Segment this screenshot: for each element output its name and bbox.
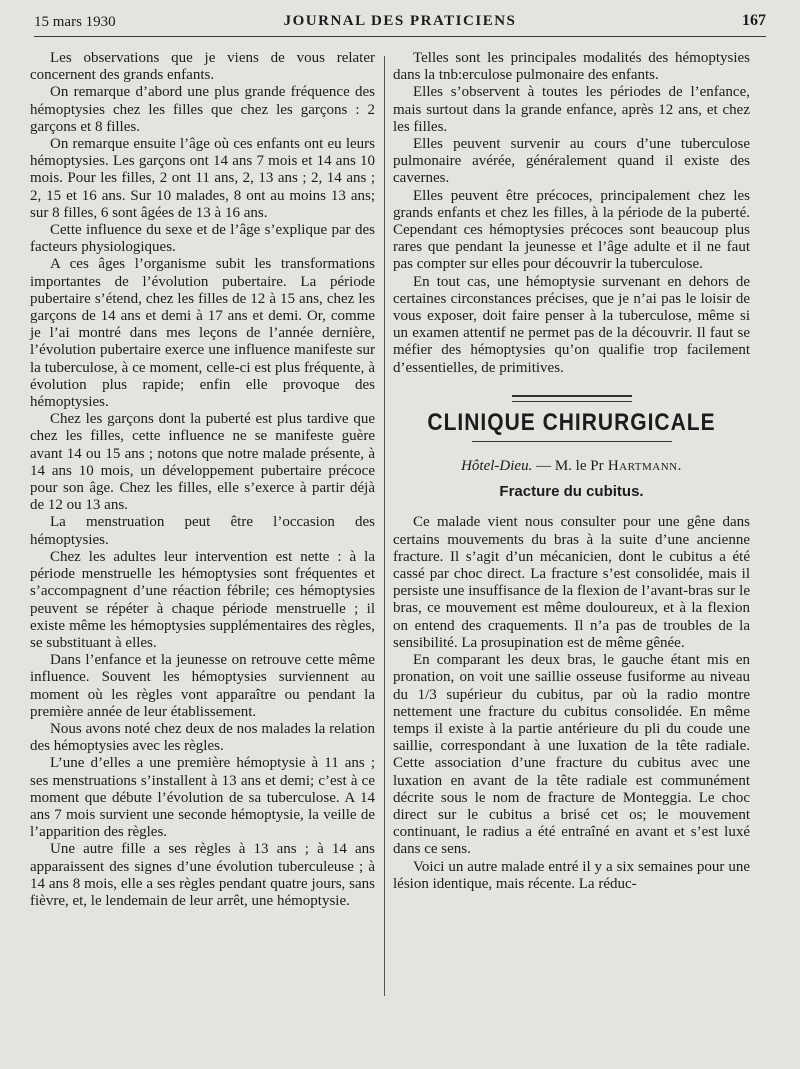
paragraph: On remarque d’abord une plus grande fréquence des hémoptysies chez les filles que chez les garçons : 2 garçons et 8 filles. [30, 84, 375, 135]
paragraph: On remarque ensuite l’âge où ces enfants ont eu leurs hémoptysies. Les garçons ont 14 ans 7 mois et 14 ans 10 mois. Pour les filles, 2 ont 11 ans, 2, 13 ans ; 2, 14 ans ; 2, 15 et 16 ans. Sur 10 malades, 8 ont au moins 13 ans; sur 8 filles, 6 sont âgées de 13 à 16 ans. [30, 136, 375, 221]
paragraph: Les observations que je viens de vous relater concernent des grands enfants. [30, 50, 375, 84]
title-underline [472, 441, 672, 442]
paragraph: Nous avons noté chez deux de nos malades la relation des hémoptysies avec les règles. [30, 720, 375, 755]
service-dash: — M. le [532, 458, 591, 475]
page-number: 167 [742, 12, 766, 29]
page-header [34, 12, 766, 37]
section-title: CLINIQUE CHIRURGICALE [427, 409, 716, 436]
paragraph: Chez les garçons dont la puberté est plus tardive que chez les filles, cette influence ne se manifeste guère avant 14 ou 15 ans ; notons que notre malade présente, à 14 ans 10 mois, un développement pubertaire précoce pour son âge. Chez les filles, elle s’exerce à partir déjà de 12 ou 13 ans. [30, 411, 375, 514]
professor-title: Pr [590, 458, 604, 475]
paragraph: L’une d’elles a une première hémoptysie à 11 ans ; ses menstruations s’installent à 13 ans et demi; c’est à ce moment que débute l’évolution de sa tuberculose. A 14 ans 7 mois survient une seconde hémoptysie, la veille de l’apparition des règles. [30, 755, 375, 841]
paragraph: En tout cas, une hémoptysie survenant en dehors de certaines circonstances précises, que je n’ai pas le loisir de vous exposer, doit faire penser à la tuberculose, même si un examen attentif ne permet pas de la découvrir. Il faut se méfier des hémoptysies qu’on qualifie trop facilement d’essentielles, de primitives. [393, 273, 750, 376]
paragraph: Elles peuvent être précoces, principalement chez les grands enfants et chez les filles, à la période de la puberté. Cependant ces hémoptysies précoces sont beaucoup plus rares que pendant la jeunesse et l’âge adulte et il ne faut pas compter sur elles pour découvrir la tuberculose. [393, 187, 750, 273]
paragraph: Telles sont les principales modalités des hémoptysies dans la tnb:erculose pulmonaire des enfants. [393, 50, 750, 84]
paragraph: Voici un autre malade entré il y a six semaines pour une lésion identique, mais récente. La réduc- [393, 858, 750, 892]
paragraph: A ces âges l’organisme subit les transformations importantes de l’évolution pubertaire. La période pubertaire s’étend, chez les filles de 12 à 15 ans, chez les garçons de 14 ans et demi à 17 ans et demi. Or, comme je l’ai montré dans mes leçons de l’année dernière, l’évolution pubertaire exerce une influence manifeste sur la tuberculose, à ce moment, celle-ci est plus fréquente, à évolution plus rapide; enfin elle provoque des hémoptysies. [30, 256, 375, 411]
service-line [393, 458, 750, 475]
hospital-name: Hôtel-Dieu. [461, 458, 533, 475]
column-divider [384, 56, 385, 996]
lecture-subject: Fracture du cubitus. [499, 483, 644, 501]
paragraph: Elles peuvent survenir au cours d’une tuberculose pulmonaire avérée, généralement quand il existe des cavernes. [393, 136, 750, 187]
paragraph: Elles s’observent à toutes les périodes de l’enfance, mais surtout dans la grande enfance, après 12 ans, et chez les filles. [393, 84, 750, 135]
paragraph: Une autre fille a ses règles à 13 ans ; à 14 ans apparaissent des signes d’une évolution tuberculeuse ; à 14 ans 8 mois, elle a ses règles pendant quatre jours, sans fièvre, et, le lendemain de leur arrêt, une hémoptysie. [30, 841, 375, 909]
paragraph: Chez les adultes leur intervention est nette : à la période menstruelle les hémoptysies sont fréquentes et s’accompagnent d’une réaction fébrile; ces hémoptysies peuvent se répéter à chaque période menstruelle ; il existe même les hémoptysies supplémentaires des règles, se substituant à elles. [30, 548, 375, 651]
right-column [393, 50, 750, 893]
paragraph: Cette influence du sexe et de l’âge s’explique par des facteurs physiologiques. [30, 222, 375, 256]
paragraph: Ce malade vient nous consulter pour une gêne dans certains mouvements du bras à la suite d’une ancienne fracture. Il s’agit d’un mécanicien, dont le cubitus a été cassé par choc direct. La fracture s’est consolidée, mais il persiste une insuffisance de la flexion de l’avant-bras sur le bras, ce mouvement est même douloureux, et à la flexion on entend des craquements. Il n’a pas de troubles de la sensibilité. La prosupination est de même gênée. [393, 514, 750, 651]
professor-name: Hartmann. [603, 458, 682, 475]
section-separator [512, 395, 632, 402]
paragraph: En comparant les deux bras, le gauche étant mis en pronation, on voit une saillie osseuse fusiforme au niveau du 1/3 supérieur du cubitus, par où la radio montre nettement une fracture du cubitus consolidée. En même temps il existe à la partie antérieure du pli du coude une saillie, correspondant à une luxation de la tête radiale. Cette association d’une fracture du cubitus avec une luxation en avant de la tête radiale est communément décrite sous le nom de fracture de Monteggia. Le choc direct sur le cubitus a brisé cet os; le mouvement continuant, le radius a été entraîné en avant et s’est luxé dans ce sens. [393, 652, 750, 858]
paragraph: La menstruation peut être l’occasion des hémoptysies. [30, 514, 375, 548]
paragraph: Dans l’enfance et la jeunesse on retrouve cette même influence. Souvent les hémoptysies surviennent au moment où les règles vont apparaître ou pendant la première année de leur établissement. [30, 652, 375, 720]
journal-title: JOURNAL DES PRATICIENS [283, 13, 517, 29]
left-column [30, 50, 375, 910]
issue-date: 15 mars 1930 [34, 14, 116, 30]
